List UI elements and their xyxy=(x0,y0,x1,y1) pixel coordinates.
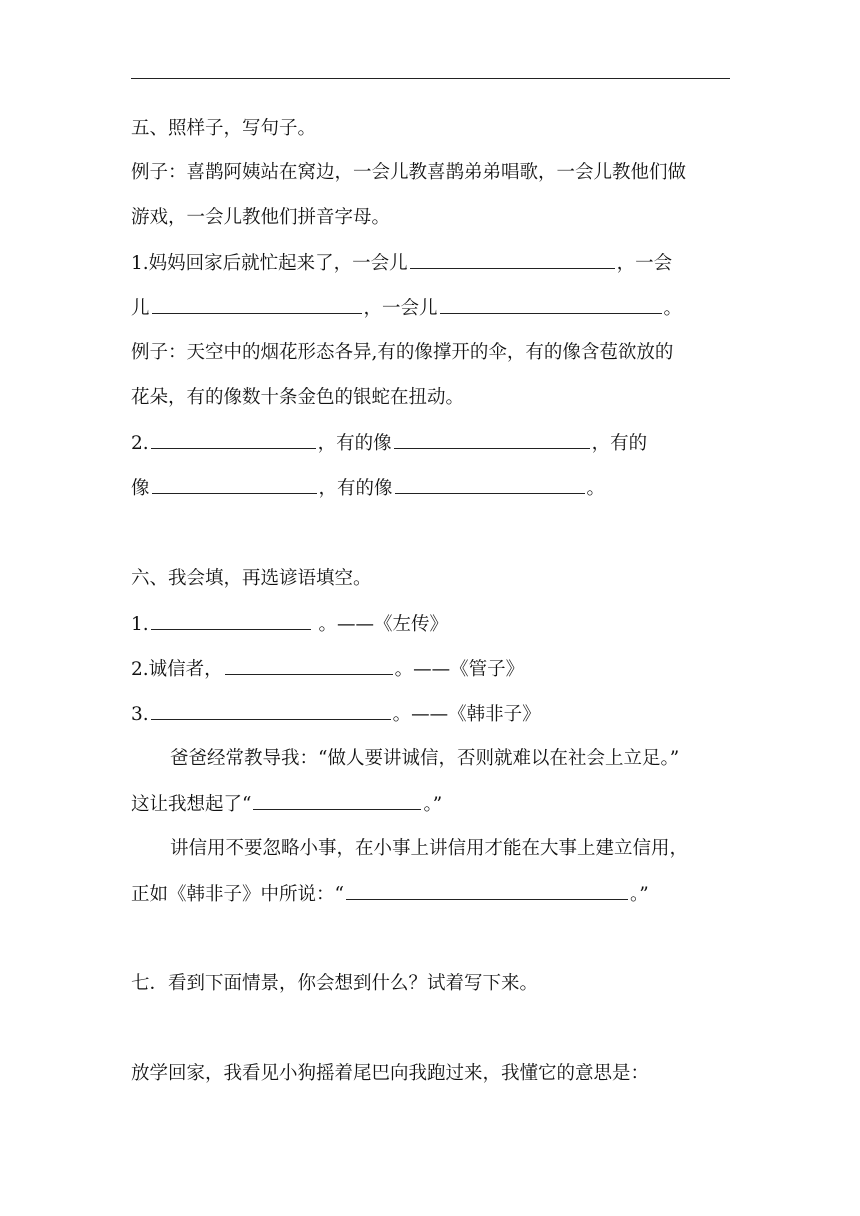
question-text: 。 xyxy=(663,298,683,319)
question-number: 3. xyxy=(131,704,149,725)
section6-title: 六、我会填，再选谚语填空。 xyxy=(131,568,372,589)
paragraph-text: 这让我想起了“ xyxy=(131,794,252,815)
paragraph2-line1: 讲信用不要忽略小事，在小事上讲信用才能在大事上建立信用， xyxy=(170,838,689,859)
answer-blank[interactable] xyxy=(151,430,316,449)
question-text: 。 xyxy=(586,478,606,499)
section5-title: 五、照样子，写句子。 xyxy=(131,118,317,139)
answer-blank[interactable] xyxy=(151,701,391,720)
answer-blank[interactable] xyxy=(152,475,317,494)
question-text: 妈妈回家后就忙起来了，一会儿 xyxy=(148,253,408,274)
question-text: ，一会儿 xyxy=(363,298,438,319)
example2-line2: 花朵，有的像数十条金色的银蛇在扭动。 xyxy=(131,387,465,408)
header-rule xyxy=(131,78,730,79)
question5-1-line2 xyxy=(131,295,682,321)
question5-2-line1 xyxy=(131,430,647,456)
question-number: 1. xyxy=(131,253,149,274)
paragraph-text: 正如《韩非子》中所说：“ xyxy=(131,884,344,905)
answer-blank[interactable] xyxy=(346,881,628,900)
answer-blank[interactable] xyxy=(394,430,590,449)
question-text: ，有的像 xyxy=(318,478,393,499)
question-text: 儿 xyxy=(131,298,150,319)
question-text: 。——《管子》 xyxy=(394,659,525,680)
answer-blank[interactable] xyxy=(151,611,311,630)
answer-blank[interactable] xyxy=(253,791,421,810)
example1-line1: 例子：喜鹊阿姨站在窝边，一会儿教喜鹊弟弟唱歌，一会儿教他们做 xyxy=(131,162,687,183)
paragraph2-line2 xyxy=(131,881,649,907)
question-text: ，有的像 xyxy=(317,433,392,454)
question-text: ，有的 xyxy=(591,433,648,454)
answer-blank[interactable] xyxy=(410,250,615,269)
answer-blank[interactable] xyxy=(395,475,585,494)
question6-2 xyxy=(131,656,524,682)
question6-1 xyxy=(131,611,448,637)
question-number: 2. xyxy=(131,433,149,454)
example2-line1: 例子：天空中的烟花形态各异,有的像撑开的伞，有的像含苞欲放的 xyxy=(131,342,674,363)
question-text: 诚信者， xyxy=(148,659,223,680)
question5-2-line2 xyxy=(131,475,605,501)
paragraph1-line1: 爸爸经常教导我：“做人要讲诚信，否则就难以在社会上立足。” xyxy=(170,748,680,769)
section7-title: 七．看到下面情景，你会想到什么？试着写下来。 xyxy=(131,973,539,994)
section7-scene: 放学回家，我看见小狗摇着尾巴向我跑过来，我懂它的意思是： xyxy=(131,1063,650,1084)
example1-line2: 游戏，一会儿教他们拼音字母。 xyxy=(131,207,391,228)
question-number: 2. xyxy=(131,659,149,680)
paragraph-text: 。” xyxy=(423,794,443,815)
question-number: 1. xyxy=(131,614,149,635)
answer-blank[interactable] xyxy=(225,656,393,675)
answer-blank[interactable] xyxy=(152,295,362,314)
answer-blank[interactable] xyxy=(440,295,662,314)
paragraph-text: 。” xyxy=(629,884,649,905)
question-text: 。——《韩非子》 xyxy=(392,704,541,725)
paragraph1-line2 xyxy=(131,791,442,817)
question6-3 xyxy=(131,701,541,727)
question5-1-line1 xyxy=(131,250,672,276)
question-text: ，一会 xyxy=(616,253,673,274)
question-text: 。——《左传》 xyxy=(312,614,449,635)
question-text: 像 xyxy=(131,478,150,499)
